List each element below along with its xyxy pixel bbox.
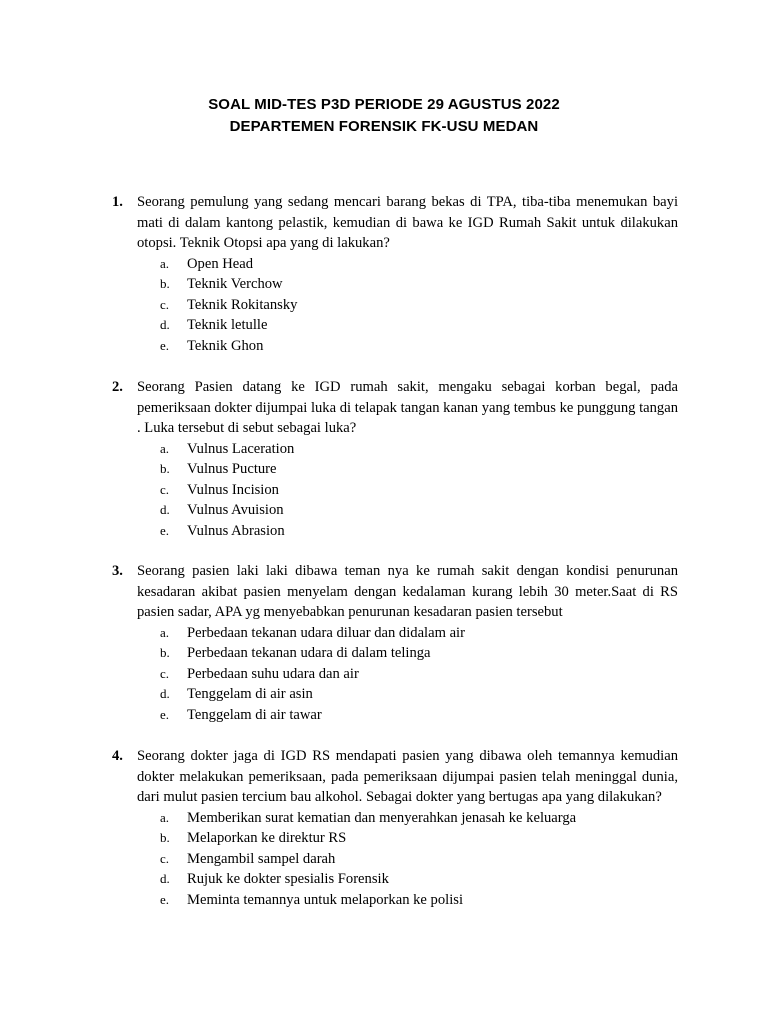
question-text: Seorang dokter jaga di IGD RS mendapati pasien yang dibawa oleh temannya kemudian dokter melakukan pemeriksaan, pada pemeriksaan dijumpai pasien telah meninggal dunia, dari mulut pasien tercium bau alkohol. Sebagai dokter yang bertugas apa yang dilakukan? <box>137 748 678 805</box>
question-1 <box>112 192 678 356</box>
question-text: Seorang pemulung yang sedang mencari barang bekas di TPA, tiba-tiba menemukan bayi mati di dalam kantong pelastik, kemudian di bawa ke IGD Rumah Sakit untuk dilakukan otopsi. Teknik Otopsi apa yang di lakukan? <box>137 194 678 251</box>
option-text: Tenggelam di air tawar <box>187 706 322 723</box>
option-d <box>160 684 678 705</box>
option-letter: a. <box>160 624 170 640</box>
option-c <box>160 295 678 316</box>
option-a <box>160 623 678 644</box>
option-text: Vulnus Pucture <box>187 461 277 477</box>
option-letter: d. <box>160 317 170 332</box>
option-e <box>160 705 678 726</box>
option-text: Melaporkan ke direktur RS <box>187 830 347 846</box>
option-text: Meminta temannya untuk melaporkan ke polisi <box>187 891 463 908</box>
option-letter: c. <box>160 665 170 681</box>
option-list <box>160 439 678 542</box>
option-letter: a. <box>160 440 170 456</box>
option-text: Teknik Ghon <box>187 337 264 354</box>
option-a <box>160 808 678 829</box>
option-list <box>160 808 678 911</box>
option-text: Tenggelam di air asin <box>187 686 313 702</box>
option-text: Open Head <box>187 255 254 272</box>
option-d <box>160 315 678 336</box>
option-c <box>160 664 678 685</box>
question-number: 3. <box>112 563 123 579</box>
title-line-1: SOAL MID-TES P3D PERIODE 29 AGUSTUS 2022 <box>208 96 560 113</box>
option-text: Teknik letulle <box>187 317 268 333</box>
option-text: Rujuk ke dokter spesialis Forensik <box>187 871 389 887</box>
option-letter: c. <box>160 850 170 866</box>
option-b <box>160 274 678 295</box>
option-letter: d. <box>160 871 170 886</box>
option-text: Vulnus Abrasion <box>187 522 285 539</box>
question-3 <box>112 561 678 725</box>
option-text: Mengambil sampel darah <box>187 850 336 867</box>
option-text: Vulnus Laceration <box>187 440 295 457</box>
document-title <box>0 94 768 138</box>
question-number: 1. <box>112 194 123 210</box>
option-letter: b. <box>160 461 170 476</box>
option-e <box>160 521 678 542</box>
option-d <box>160 500 678 521</box>
option-letter: e. <box>160 337 170 353</box>
option-letter: d. <box>160 502 170 517</box>
question-number: 2. <box>112 379 123 395</box>
option-d <box>160 869 678 890</box>
option-letter: c. <box>160 481 170 497</box>
option-text: Memberikan surat kematian dan menyerahkan jenasah ke keluarga <box>187 809 577 826</box>
question-4 <box>112 746 678 910</box>
option-letter: e. <box>160 706 170 722</box>
question-2 <box>112 377 678 541</box>
question-text: Seorang Pasien datang ke IGD rumah sakit, mengaku sebagai korban begal, pada pemeriksaan dokter dijumpai luka di telapak tangan kanan yang tembus ke punggung tangan . Luka tersebut di sebut sebagai luka? <box>137 379 678 436</box>
option-letter: e. <box>160 891 170 907</box>
option-letter: c. <box>160 296 170 312</box>
option-letter: e. <box>160 522 170 538</box>
option-e <box>160 890 678 911</box>
option-list <box>160 623 678 726</box>
option-text: Vulnus Incision <box>187 481 279 498</box>
option-c <box>160 849 678 870</box>
option-text: Perbedaan tekanan udara diluar dan didalam air <box>187 624 465 641</box>
option-a <box>160 439 678 460</box>
option-letter: a. <box>160 255 170 271</box>
option-a <box>160 254 678 275</box>
option-letter: b. <box>160 830 170 845</box>
option-text: Teknik Verchow <box>187 276 283 292</box>
option-text: Perbedaan tekanan udara di dalam telinga <box>187 645 431 661</box>
option-letter: d. <box>160 686 170 701</box>
option-c <box>160 480 678 501</box>
option-text: Teknik Rokitansky <box>187 296 298 313</box>
question-number: 4. <box>112 748 123 764</box>
option-e <box>160 336 678 357</box>
option-letter: b. <box>160 276 170 291</box>
option-list <box>160 254 678 357</box>
option-letter: a. <box>160 809 170 825</box>
option-text: Perbedaan suhu udara dan air <box>187 665 359 682</box>
option-b <box>160 643 678 664</box>
option-b <box>160 459 678 480</box>
option-letter: b. <box>160 645 170 660</box>
question-text: Seorang pasien laki laki dibawa teman nya ke rumah sakit dengan kondisi penurunan kesadaran akibat pasien menyelam dengan kedalaman kurang lebih 30 meter.Saat di RS pasien sadar, APA yg menyebabkan penurunan kesadaran pasien tersebut <box>137 563 678 620</box>
option-b <box>160 828 678 849</box>
option-text: Vulnus Avuision <box>187 502 284 518</box>
title-line-2: DEPARTEMEN FORENSIK FK-USU MEDAN <box>229 118 539 135</box>
